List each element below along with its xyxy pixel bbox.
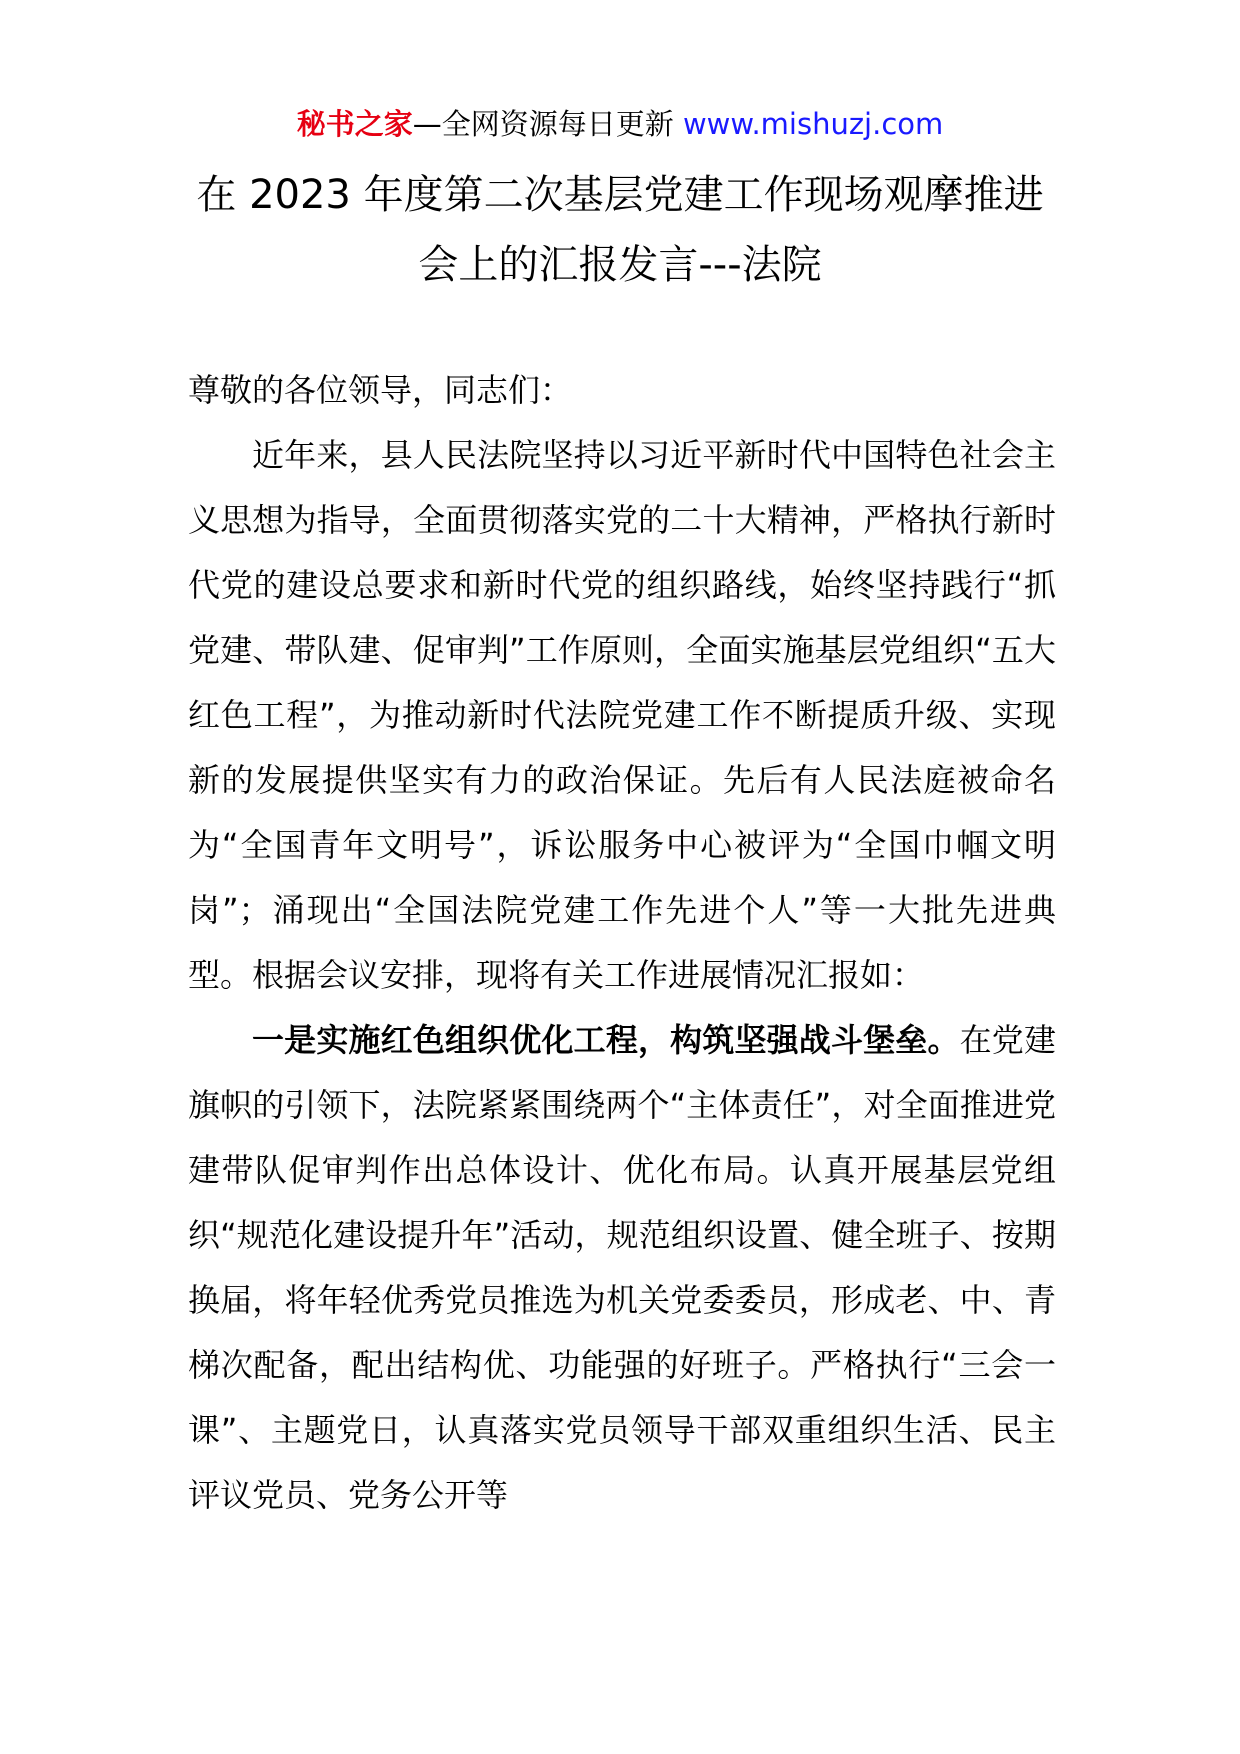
paragraph-section-1 [188, 1008, 1056, 1528]
header-tagline: —全网资源每日更新 [412, 107, 683, 141]
paragraph-intro: 近年来，县人民法院坚持以习近平新时代中国特色社会主义思想为指导，全面贯彻落实党的二十大精神，严格执行新时代党的建设总要求和新时代党的组织路线，始终坚持践行“抓党建、带队建、促审判”工作原则，全面实施基层党组织“五大红色工程”，为推动新时代法院党建工作不断提质升级、实现新的发展提供坚实有力的政治保证。先后有人民法庭被命名为“全国青年文明号”，诉讼服务中心被评为“全国巾帼文明岗”；涌现出“全国法院党建工作先进个人”等一大批先进典型。根据会议安排，现将有关工作进展情况汇报如： [188, 436, 1056, 994]
title-line-2: 会上的汇报发言---法院 [418, 242, 822, 288]
brand-name: 秘书之家 [296, 107, 413, 141]
section-1-text: 在党建旗帜的引领下，法院紧紧围绕两个“主体责任”，对全面推进党建带队促审判作出总体设计、优化布局。认真开展基层党组织“规范化建设提升年”活动，规范组织设置、健全班子、按期换届，将年轻优秀党员推选为机关党委委员，形成老、中、青梯次配备，配出结构优、功能强的好班子。严格执行“三会一课”、主题党日，认真落实党员领导干部双重组织生活、民主评议党员、党务公开等 [188, 1021, 1056, 1514]
section-1-heading: 一是实施红色组织优化工程，构筑坚强战斗堡垒。 [252, 1021, 960, 1059]
website-url[interactable]: www.mishuzj.com [682, 107, 944, 141]
document-body [188, 358, 1056, 1528]
document-title [150, 160, 1090, 300]
salutation: 尊敬的各位领导，同志们： [188, 371, 573, 409]
site-header [0, 104, 1240, 144]
title-line-1: 在 2023 年度第二次基层党建工作现场观摩推进 [196, 172, 1044, 218]
